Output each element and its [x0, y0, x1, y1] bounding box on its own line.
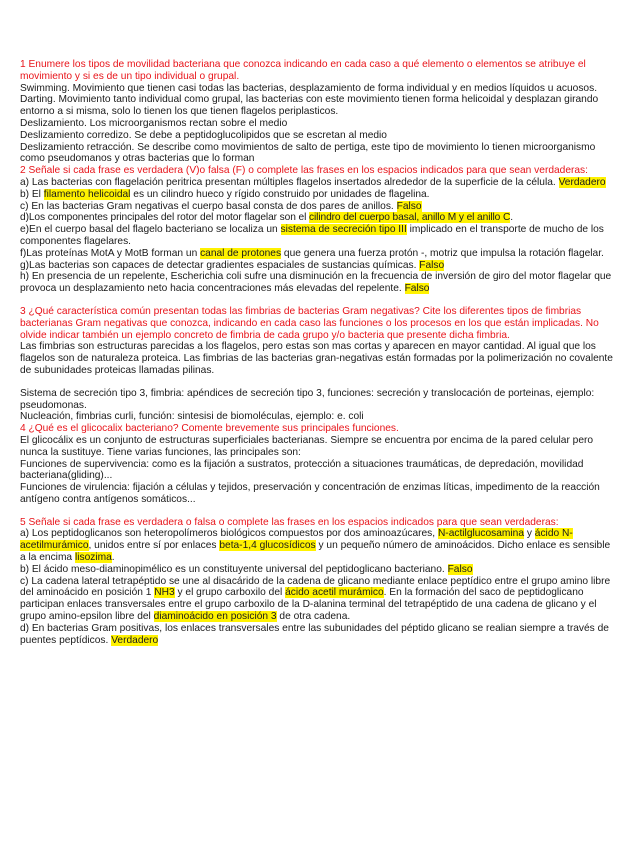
- statement-text: y el grupo carboxilo del: [177, 587, 283, 599]
- answer-highlight: ácido acetil murámico: [285, 587, 384, 599]
- statement-text: que genera una fuerza protón -, motriz que impulsa la rotación flagelar.: [283, 247, 604, 259]
- statement-text: g)Las bacterias son capaces de detectar gradientes espaciales de sustancias químicas.: [20, 259, 417, 271]
- statement-text: c) En las bacterias Gram negativas el cuerpo basal consta de dos pares de anillos.: [20, 200, 394, 212]
- answer-highlight: NH3: [154, 587, 175, 599]
- answer-sistema-secrecion: Sistema de secreción tipo 3, fimbria: apéndices de secreción tipo 3, funciones: secreción y translocación de porteinas, ejemplo: pseudomonas.: [20, 387, 595, 411]
- question-1: 1 Enumere los tipos de movilidad bacteriana que conozca indicando en cada caso a qué elemento o elementos se atribuye el movimiento y si es de un tipo individual o grupal.: [20, 59, 586, 82]
- statement-text: a) Las bacterias con flagelación peritrica presentan múltiples flagelos insertados alrededor de la superficie de la célula.: [20, 176, 556, 188]
- answer-highlight: ácido N-acetilmurámico: [20, 528, 573, 552]
- paragraph-gap: [20, 377, 618, 388]
- answer-highlight: Falso: [447, 563, 473, 575]
- answer-swimming: Swimming. Movimiento que tienen casi todas las bacterias, desplazamiento de forma individual y en medios líquidos u acuosos.: [20, 82, 598, 94]
- answer-highlight: lisozima: [74, 552, 112, 564]
- answer-deslizamiento: Deslizamiento. Los microorganismos rectan sobre el medio: [20, 117, 288, 129]
- statement-text: d) En bacterias Gram positivas, los enlaces transversales entre las subunidades del péptido glicano se realian siempre a través de puentes peptídicos.: [20, 622, 609, 646]
- statement-5c: [20, 576, 618, 623]
- section-gap: [20, 295, 618, 306]
- answer-highlight: sistema de secreción tipo III: [280, 224, 407, 236]
- statement-text: c) La cadena lateral tetrapéptido se une al disacárido de la cadena de glicano mediante enlace peptídico entre el grupo amino libre del aminoácido en posición 1: [20, 575, 611, 599]
- statement-text: a) Los peptidoglicanos son heteropolímeros biológicos compuestos por dos aminoazúcares,: [20, 528, 436, 540]
- statement-2g: [20, 260, 618, 272]
- statement-2d: [20, 212, 618, 224]
- answer-highlight: Falso: [419, 259, 445, 271]
- statement-5d: [20, 623, 618, 647]
- answer-highlight: Falso: [396, 200, 422, 212]
- answer-deslizamiento-retraccion: Deslizamiento retracción. Se describe como movimientos de salto de pertiga, este tipo de movimiento lo tienen microorganismo como pseudomanos y otras bacterias que lo forman: [20, 141, 596, 165]
- statement-text: es un cilindro hueco y rígido construido por unidades de flagelina.: [133, 188, 430, 200]
- statement-text: .: [510, 212, 513, 224]
- statement-2e: [20, 224, 618, 248]
- answer-highlight: beta-1,4 glucosídicos: [219, 540, 316, 552]
- question-2: 2 Señale si cada frase es verdadera (V)o falsa (F) o complete las frases en los espacios indicados para que sean verdaderas:: [20, 165, 588, 177]
- answer-supervivencia: Funciones de supervivencia: como es la fijación a sustratos, protección a situaciones traumáticas, de depredación, movilidad bacteriana(gliding)...: [20, 458, 584, 482]
- answer-highlight: filamento helicoidal: [43, 188, 131, 200]
- question-4: 4 ¿Qué es el glicocalix bacteriano? Comente brevemente sus principales funciones.: [20, 423, 399, 435]
- statement-5b: [20, 564, 618, 576]
- statement-text: d)Los componentes principales del rotor del motor flagelar son el: [20, 212, 307, 224]
- answer-glicocalix: El glicocálix es un conjunto de estructuras superficiales bacterianas. Siempre se encuentra por encima de la pared celular pero nunca la sustituye. Tiene varias funciones, las principales son:: [20, 434, 594, 458]
- answer-virulencia: Funciones de virulencia: fijación a células y tejidos, preservación y concentración de enzimas líticas, impedimento de la reacción antígeno contra antígenos somáticos...: [20, 482, 600, 505]
- answer-deslizamiento-corredizo: Deslizamiento corredizo. Se debe a peptidoglucolipidos que se escretan al medio: [20, 129, 387, 141]
- answer-nucleacion: Nucleación, fimbrias curli, función: sintesisi de biomoléculas, ejemplo: e. coli: [20, 411, 364, 423]
- statement-text: f)Las proteínas MotA y MotB forman un: [20, 247, 198, 259]
- statement-text: . En la formación del saco de peptidoglicano participan enlaces transversales entre el grupo carboxilo de la D-alanina terminal del tetrapéptido de una cadena de glicano y el grupo amino-epsilon libre del: [20, 587, 597, 623]
- answer-highlight: cilindro del cuerpo basal, anillo M y el anillo C: [309, 212, 511, 224]
- answer-highlight: Verdadero: [111, 634, 159, 646]
- answer-fimbrias: Las fimbrias son estructuras parecidas a los flagelos, pero estas son mas cortas y aparecen en mayor cantidad. Al igual que los flagelos son de naturaleza proteica. Las fimbrias de las bacterias gran-negativas están formadas por la polimerización no covalente de subunidades proteicas llamadas pilinas.: [20, 341, 613, 376]
- section-gap: [20, 506, 618, 517]
- document-body: [20, 59, 618, 646]
- question-3: 3 ¿Qué característica común presentan todas las fimbrias de bacterias Gram negativas? Cite los diferentes tipos de fimbrias bacterianas Gram negativas que conozca, indicando en cada caso las funciones o los procesos en los que están implicadas. No olvide indicar también un ejemplo concreto de fimbria de cada grupo y/o bacteria que presente dicha fimbria.: [20, 305, 599, 341]
- statement-2f: [20, 248, 618, 260]
- statement-text: , unidos entre sí por enlaces: [88, 540, 217, 552]
- statement-2a: [20, 177, 618, 189]
- statement-text: b) El ácido meso-diaminopimélico es un constituyente universal del peptidoglicano bacteriano.: [20, 563, 445, 575]
- statement-5a: [20, 528, 618, 563]
- statement-text: implicado en el transporte de mucho de los componentes flagelares.: [20, 224, 604, 247]
- statement-2b: [20, 189, 618, 201]
- statement-text: b) El: [20, 188, 41, 200]
- answer-highlight: Falso: [404, 283, 430, 295]
- statement-2c: [20, 201, 618, 213]
- question-5: 5 Señale si cada frase es verdadera o falsa o complete las frases en los espacios indicados para que sean verdaderas:: [20, 516, 559, 528]
- statement-text: e)En el cuerpo basal del flagelo bacteriano se localiza un: [20, 224, 278, 236]
- statement-2h: [20, 271, 618, 295]
- statement-text: y un pequeño número de aminoácidos. Dicho enlace es sensible a la encima: [20, 540, 611, 564]
- statement-text: h) En presencia de un repelente, Escherichia coli sufre una disminución en la frecuencia de inversión de giro del motor flagelar que provoca un desplazamiento neto hacia concentraciones más elevadas del repelente.: [20, 271, 612, 295]
- statement-text: .: [111, 552, 115, 564]
- answer-highlight: Verdadero: [558, 176, 606, 188]
- statement-text: de otra cadena.: [279, 611, 351, 623]
- answer-highlight: canal de protones: [200, 247, 282, 259]
- answer-highlight: N-actilglucosamina: [437, 528, 525, 540]
- statement-text: y: [526, 528, 532, 540]
- answer-darting: Darting. Movimiento tanto individual como grupal, las bacterias con este movimiento tienen forma helicoidal y desplazan girando entorno a si misma, solo lo tienen los que tienen flagelos periplasticos.: [20, 94, 599, 118]
- answer-highlight: diaminoácido en posición 3: [153, 611, 277, 623]
